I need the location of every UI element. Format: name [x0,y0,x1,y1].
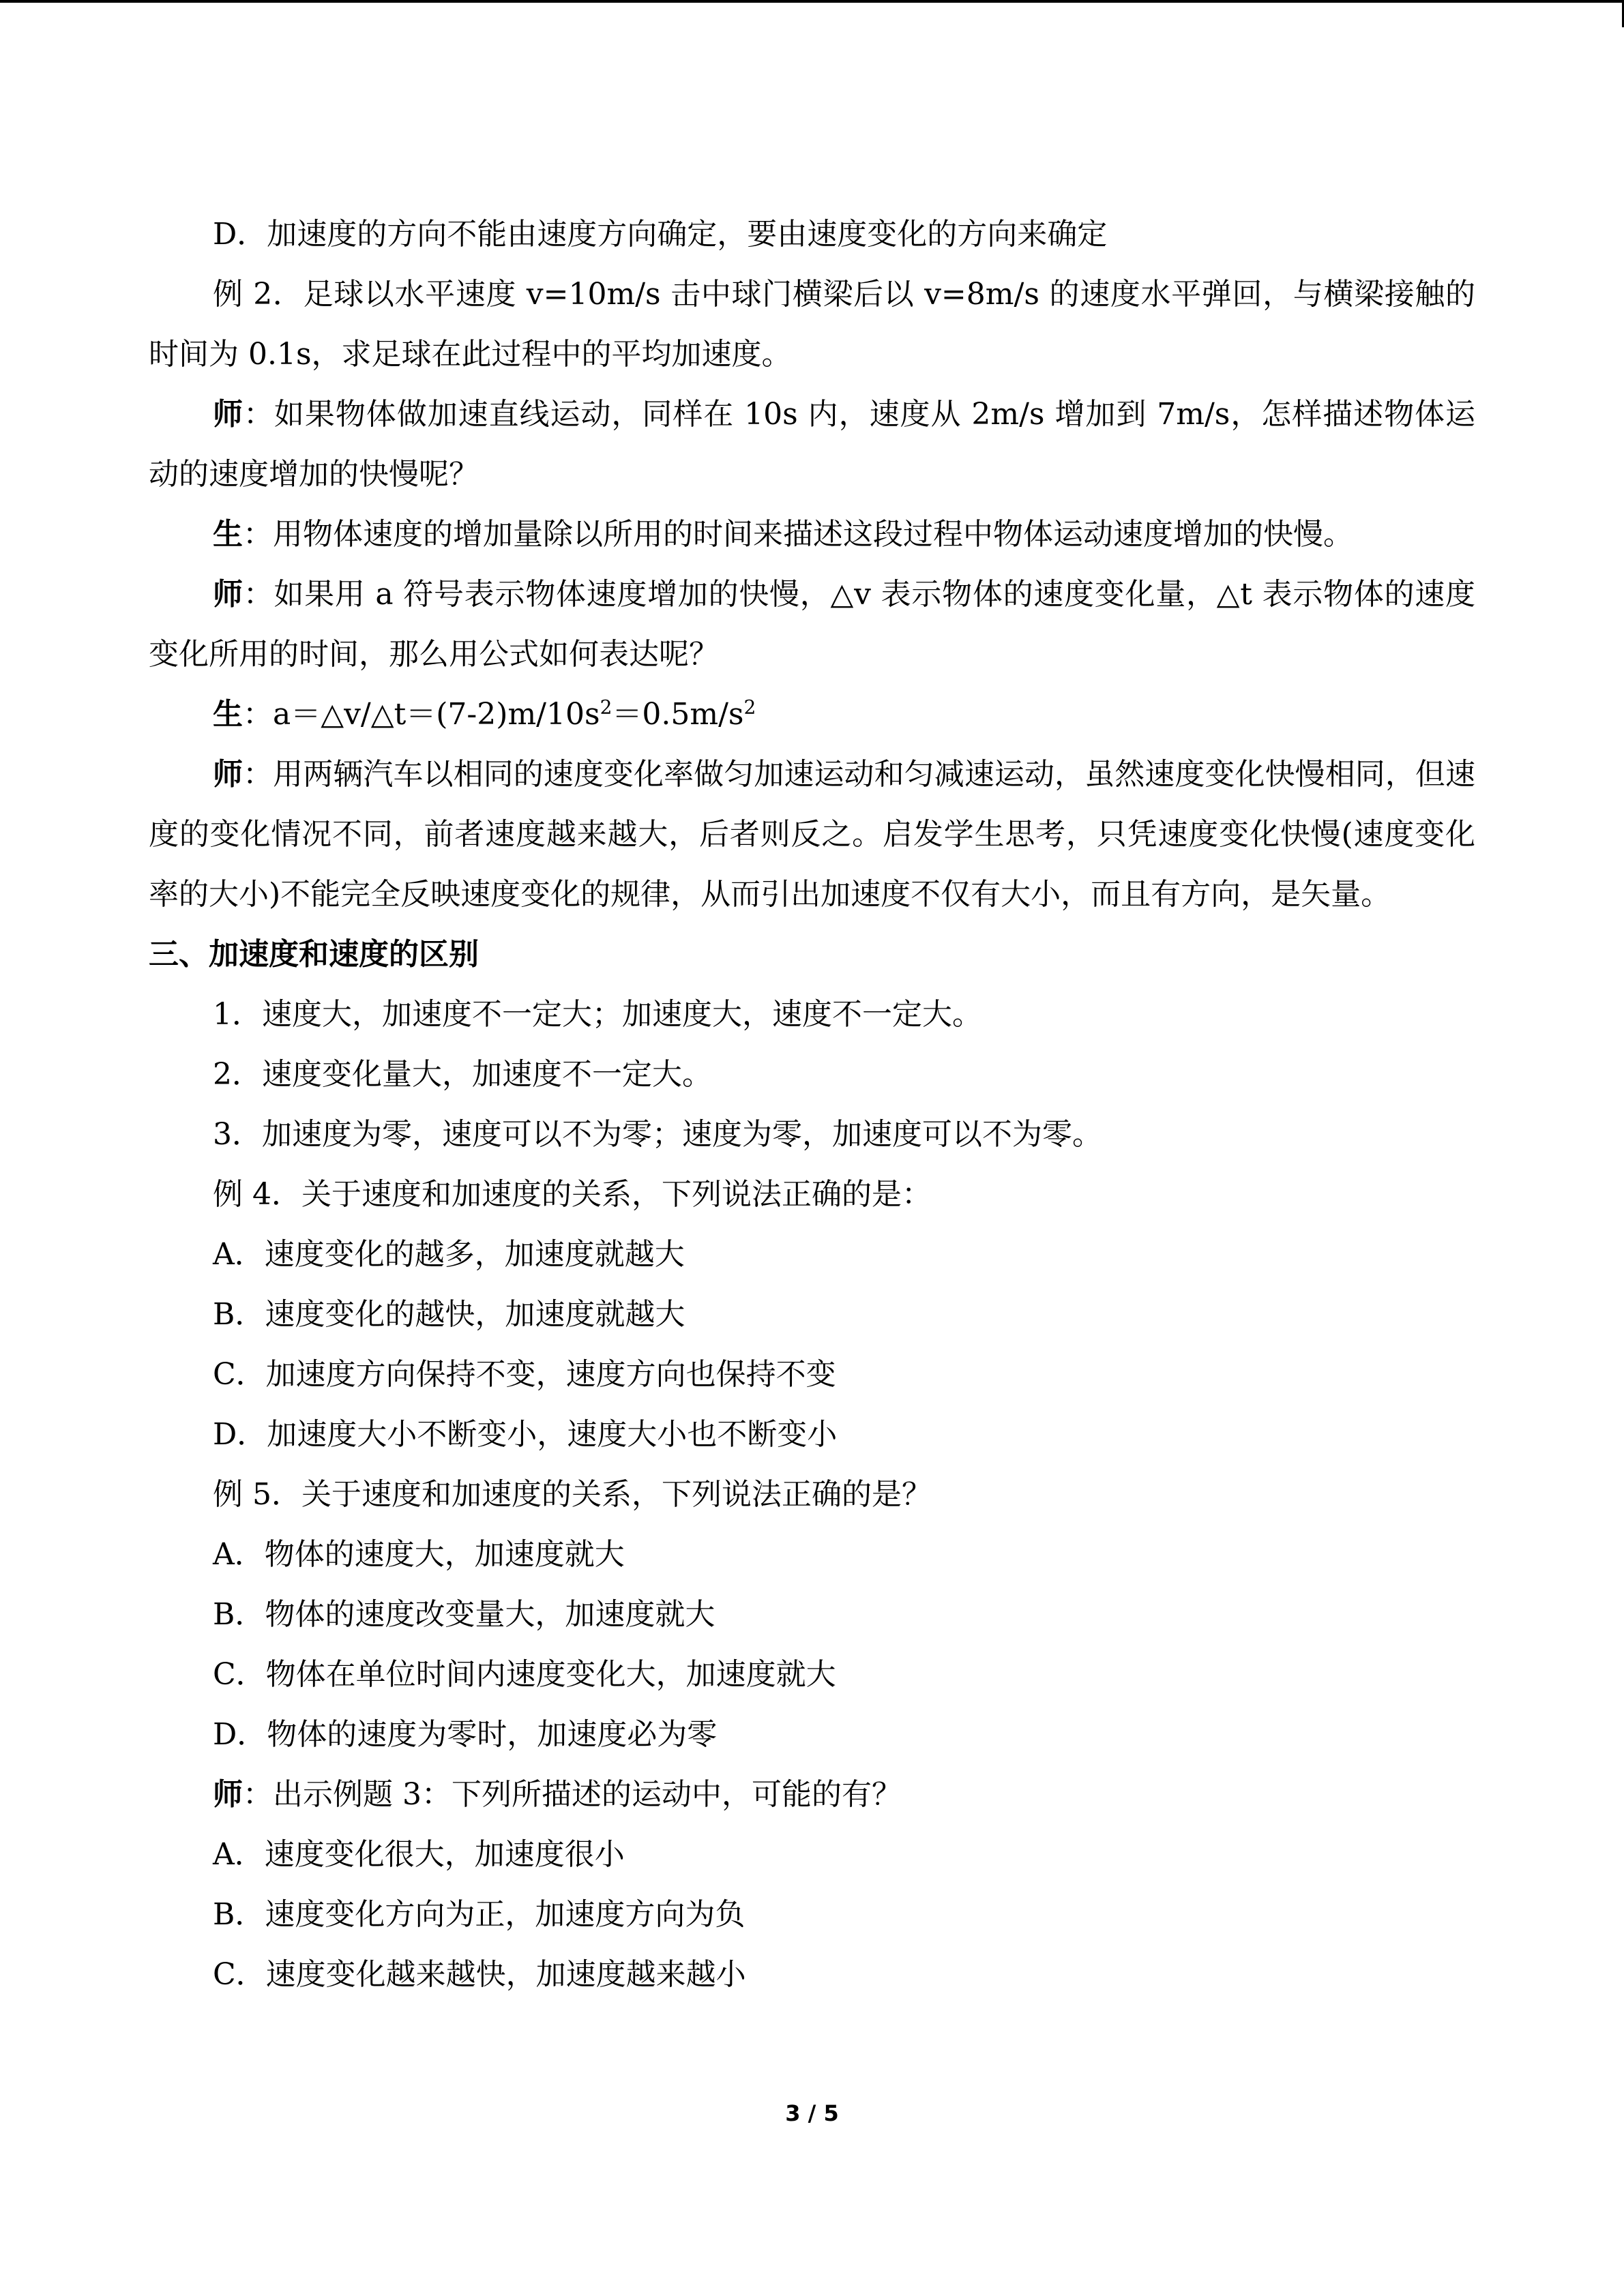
example-5: 例 5．关于速度和加速度的关系，下列说法正确的是？ [213,1477,932,1512]
example-5-option-b: B．物体的速度改变量大，加速度就大 [213,1597,715,1632]
example-4-option-a: A．速度变化的越多，加速度就越大 [213,1237,685,1272]
speaker-teacher: 师 [213,397,243,432]
teacher-line-1 [149,385,1475,505]
top-border [0,0,1624,3]
speaker-student: 生 [213,697,243,732]
speaker-teacher: 师 [213,1777,243,1812]
example-4-option-b: B．速度变化的越快，加速度就越大 [213,1297,685,1332]
teacher-line-2-text: ：如果用 a 符号表示物体速度增加的快慢，△v 表示物体的速度变化量，△t 表示物体的速度变化所用的时间，那么用公式如何表达呢？ [149,577,1476,672]
example-3-option-b: B．速度变化方向为正，加速度方向为负 [213,1897,745,1932]
example-5-option-a: A．物体的速度大，加速度就大 [213,1537,625,1572]
teacher-line-1-text: ：如果物体做加速直线运动，同样在 10s 内，速度从 2m/s 增加到 7m/s，怎样描述物体运动的速度增加的快慢呢？ [149,397,1476,492]
speaker-student: 生 [213,517,243,552]
page-number: 3 / 5 [785,2100,839,2126]
teacher-line-4 [149,1765,1475,1825]
formula-part-a: ：a＝△v/△t＝(7-2)m/10s [243,697,600,732]
formula-part-b: ＝0.5m/s [612,697,744,732]
example-3-option-a: A．速度变化很大，加速度很小 [213,1837,625,1872]
student-line-1-text: ：用物体速度的增加量除以所用的时间来描述这段过程中物体运动速度增加的快慢。 [243,517,1353,552]
example-2: 例 2．足球以水平速度 v=10m/s 击中球门横梁后以 v=8m/s 的速度水平弹回，与横梁接触的时间为 0.1s，求足球在此过程中的平均加速度。 [149,277,1475,372]
example-4-option-c: C．加速度方向保持不变，速度方向也保持不变 [213,1357,836,1392]
teacher-line-4-text: ：出示例题 3：下列所描述的运动中，可能的有？ [243,1777,902,1812]
student-formula-line [149,685,1475,745]
speaker-teacher: 师 [213,757,243,792]
point-3: 3．加速度为零，速度可以不为零；速度为零，加速度可以不为零。 [213,1117,1102,1152]
speaker-teacher: 师 [213,577,243,612]
teacher-line-2 [149,565,1475,685]
point-2: 2．速度变化量大，加速度不一定大。 [213,1057,712,1092]
option-d-line: D．加速度的方向不能由速度方向确定，要由速度变化的方向来确定 [213,217,1108,252]
example-5-option-c: C．物体在单位时间内速度变化大，加速度就大 [213,1657,836,1692]
teacher-line-3 [149,745,1475,925]
formula-sup-2: 2 [743,696,756,719]
document-body [149,205,1475,2005]
point-1: 1．速度大，加速度不一定大；加速度大，速度不一定大。 [213,997,982,1032]
teacher-line-3-text: ：用两辆汽车以相同的速度变化率做匀加速运动和匀减速运动，虽然速度变化快慢相同，但速度的变化情况不同，前者速度越来越大，后者则反之。启发学生思考，只凭速度变化快慢(速度变化率的大小)不能完全反映速度变化的规律，从而引出加速度不仅有大小，而且有方向，是矢量。 [149,757,1476,912]
example-4-option-d: D．加速度大小不断变小，速度大小也不断变小 [213,1417,838,1452]
student-line-1 [149,505,1475,565]
example-4: 例 4．关于速度和加速度的关系，下列说法正确的是： [213,1177,932,1212]
example-3-option-c: C．速度变化越来越快，加速度越来越小 [213,1957,746,1992]
section-heading-3: 三、加速度和速度的区别 [149,937,479,972]
example-5-option-d: D．物体的速度为零时，加速度必为零 [213,1717,718,1752]
formula-sup-1: 2 [600,696,612,719]
